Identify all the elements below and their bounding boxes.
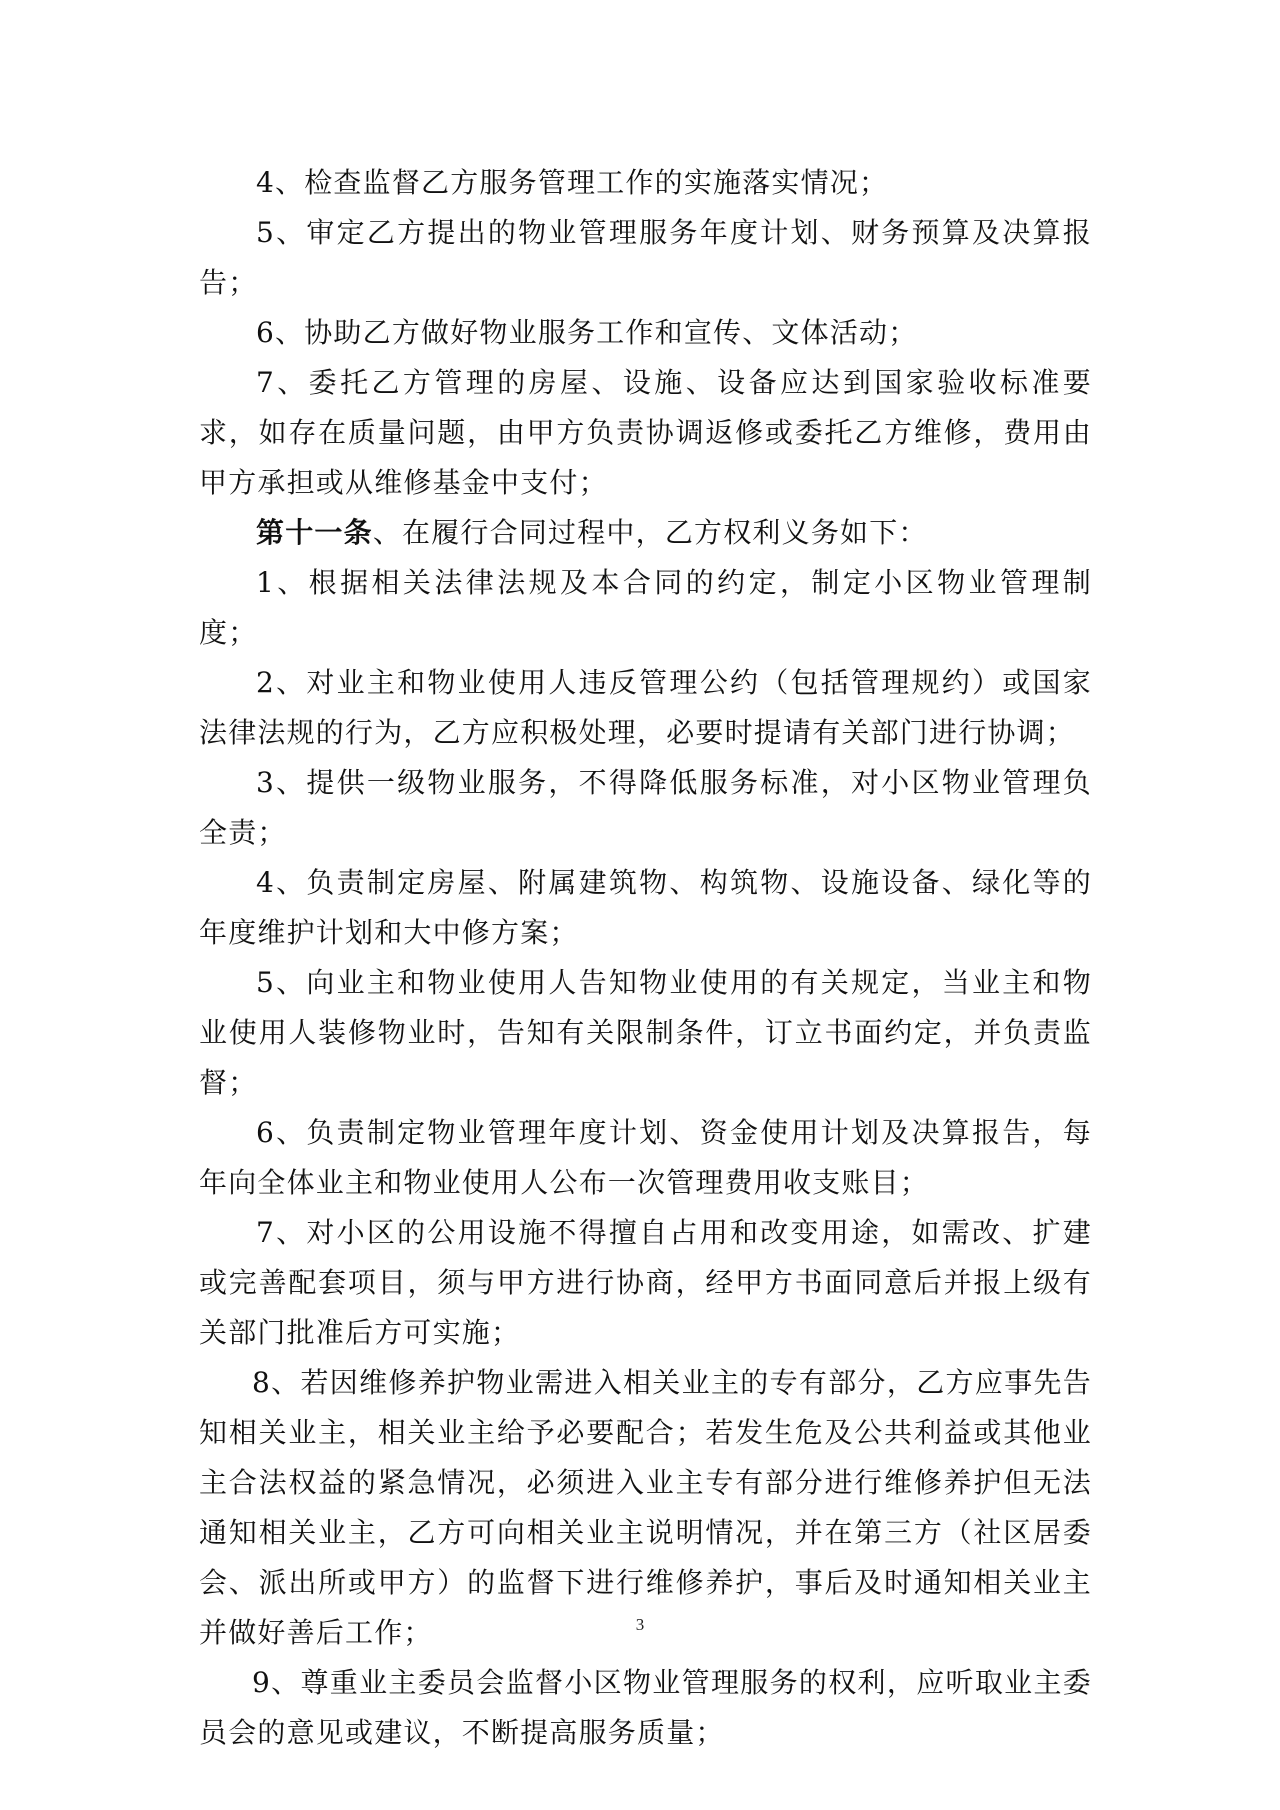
duty-item-9: 9、尊重业主委员会监督小区物业管理服务的权利，应听取业主委员会的意见或建议，不断提高服务质量； bbox=[199, 1666, 1092, 1749]
duty-item-8: 8、若因维修养护物业需进入相关业主的专有部分，乙方应事先告知相关业主，相关业主给予必要配合；若发生危及公共利益或其他业主合法权益的紧急情况，必须进入业主专有部分进行维修养护但无法通知相关业主，乙方可向相关业主说明情况，并在第三方（社区居委会、派出所或甲方）的监督下进行维修养护，事后及时通知相关业主并做好善后工作； bbox=[199, 1366, 1092, 1649]
duty-item-5: 5、向业主和物业使用人告知物业使用的有关规定，当业主和物业使用人装修物业时，告知有关限制条件，订立书面约定，并负责监督； bbox=[199, 966, 1092, 1099]
clause-item-4: 4、检查监督乙方服务管理工作的实施落实情况； bbox=[256, 166, 889, 199]
clause-item-5: 5、审定乙方提出的物业管理服务年度计划、财务预算及决算报告； bbox=[199, 216, 1092, 299]
duty-item-1: 1、根据相关法律法规及本合同的约定，制定小区物业管理制度； bbox=[199, 566, 1092, 649]
article-intro-text: 、在履行合同过程中，乙方权利义务如下： bbox=[372, 516, 928, 549]
duty-item-4: 4、负责制定房屋、附属建筑物、构筑物、设施设备、绿化等的年度维护计划和大中修方案； bbox=[199, 866, 1092, 949]
page-number: 3 bbox=[635, 1615, 645, 1634]
document-body bbox=[199, 158, 1092, 1758]
duty-item-2: 2、对业主和物业使用人违反管理公约（包括管理规约）或国家法律法规的行为，乙方应积极处理，必要时提请有关部门进行协调； bbox=[199, 666, 1092, 749]
duty-item-6: 6、负责制定物业管理年度计划、资金使用计划及决算报告，每年向全体业主和物业使用人公布一次管理费用收支账目； bbox=[199, 1116, 1092, 1199]
article-11-paragraph bbox=[199, 508, 1092, 558]
clause-item-7: 7、委托乙方管理的房屋、设施、设备应达到国家验收标准要求，如存在质量问题，由甲方负责协调返修或委托乙方维修，费用由甲方承担或从维修基金中支付； bbox=[199, 366, 1092, 499]
duty-item-3: 3、提供一级物业服务，不得降低服务标准，对小区物业管理负全责； bbox=[199, 766, 1092, 849]
article-heading: 第十一条 bbox=[256, 516, 373, 549]
clause-item-6: 6、协助乙方做好物业服务工作和宣传、文体活动； bbox=[256, 316, 918, 349]
duty-item-7: 7、对小区的公用设施不得擅自占用和改变用途，如需改、扩建或完善配套项目，须与甲方进行协商，经甲方书面同意后并报上级有关部门批准后方可实施； bbox=[199, 1216, 1092, 1349]
